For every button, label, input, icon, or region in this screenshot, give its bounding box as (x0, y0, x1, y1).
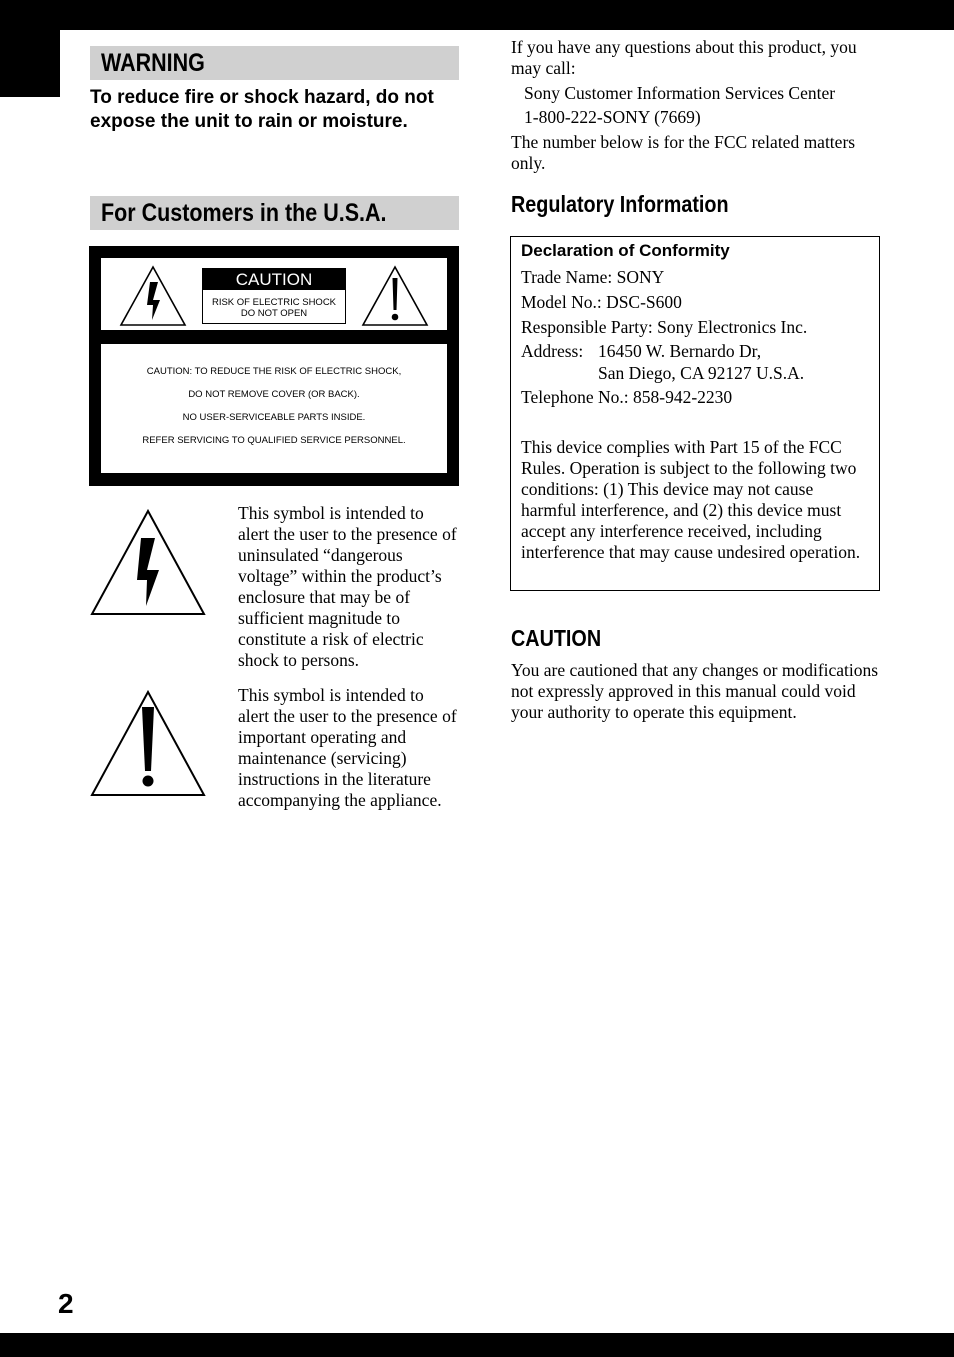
top-bar (0, 0, 954, 30)
page-number: 2 (58, 1288, 74, 1319)
responsible-party: Responsible Party: Sony Electronics Inc. (521, 317, 808, 337)
exclamation-symbol-icon (89, 689, 207, 798)
warning-heading: WARNING (90, 46, 459, 80)
fcc-compliance-text: This device complies with Part 15 of the FCC Rules. Operation is subject to the following two conditions: (1) This device may not cause harmful interference, and (2) this device must accept any interference received, including interference that may cause undesired operation. (521, 437, 861, 562)
address-line-1: 16450 W. Bernardo Dr, (598, 341, 762, 361)
declaration-heading: Declaration of Conformity (521, 241, 730, 260)
lightning-symbol-description: This symbol is intended to alert the user to the presence of uninsulated “dangerous voltage” within the product’s enclosure that may be of sufficient magnitude to constitute a risk of electric shock to persons. (238, 503, 457, 670)
caution-box-line2: DO NOT OPEN (240, 308, 308, 319)
warning-text: To reduce fire or shock hazard, do not expose the unit to rain or moisture. (90, 87, 434, 132)
caution-label-bottom-panel (101, 344, 447, 473)
lightning-symbol-icon (89, 508, 207, 617)
service-center-name: Sony Customer Information Services Center (524, 83, 836, 103)
caution-box-title: CAUTION (203, 269, 345, 290)
caution-text: You are cautioned that any changes or modifications not expressly approved in this manual could void your authority to operate this equipment. (511, 660, 879, 722)
label-line-2: DO NOT REMOVE COVER (OR BACK). (188, 389, 360, 400)
contact-intro: If you have any questions about this product, you may call: (511, 37, 857, 78)
trade-name: Trade Name: SONY (521, 267, 665, 287)
section-tab (0, 0, 60, 97)
label-line-3: NO USER-SERVICEABLE PARTS INSIDE. (182, 412, 366, 423)
address-label: Address: (521, 341, 584, 361)
bottom-bar (0, 1333, 954, 1357)
exclamation-symbol-description: This symbol is intended to alert the user to the presence of important operating and maintenance (servicing) instructions in the literature accompanying the appliance. (238, 685, 457, 810)
address-line-2: San Diego, CA 92127 U.S.A. (598, 363, 805, 383)
exclamation-warning-icon (360, 264, 430, 327)
caution-box (202, 268, 346, 324)
telephone-number: Telephone No.: 858-942-2230 (521, 387, 733, 407)
fcc-note: The number below is for the FCC related matters only. (511, 132, 856, 173)
service-phone: 1-800-222-SONY (7669) (524, 107, 701, 127)
usa-heading: For Customers in the U.S.A. (90, 196, 459, 230)
lightning-warning-icon (118, 264, 188, 327)
model-number: Model No.: DSC-S600 (521, 292, 682, 312)
label-line-1: CAUTION: TO REDUCE THE RISK OF ELECTRIC SHOCK, (146, 366, 402, 377)
caution-heading: CAUTION (511, 625, 602, 651)
regulatory-heading: Regulatory Information (511, 191, 729, 217)
label-line-4: REFER SERVICING TO QUALIFIED SERVICE PERSONNEL. (142, 435, 406, 446)
caution-box-line1: RISK OF ELECTRIC SHOCK (211, 297, 337, 308)
